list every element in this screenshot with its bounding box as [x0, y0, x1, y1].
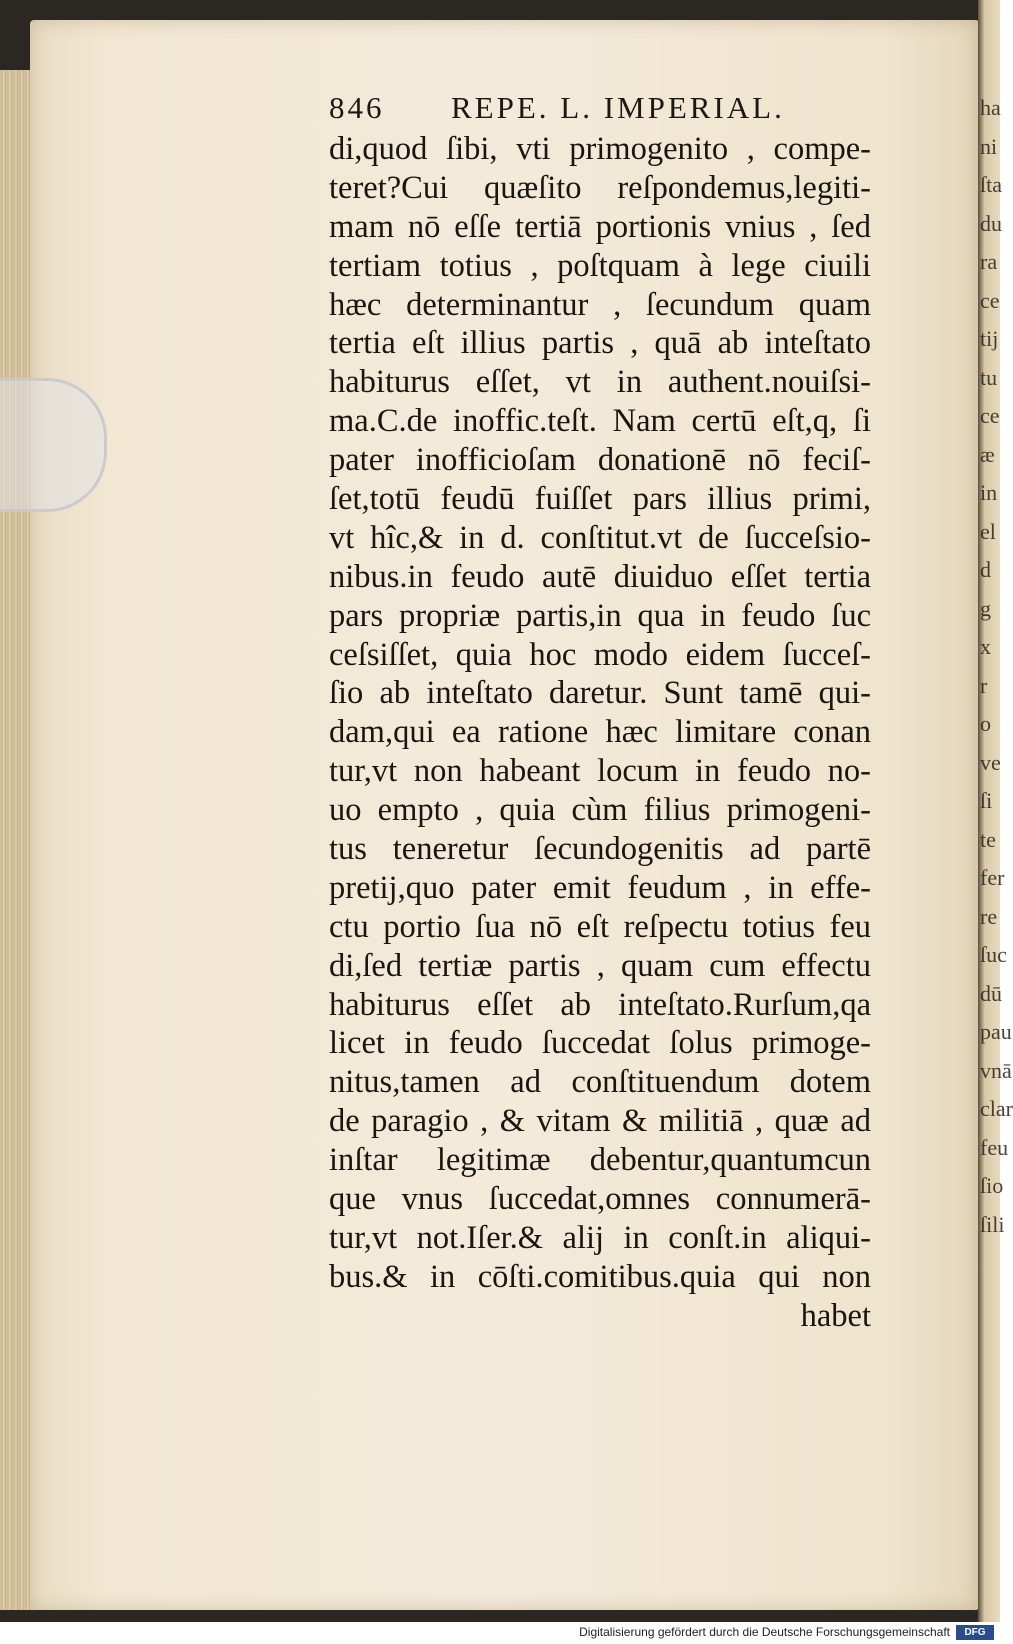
text-line: uo empto , quia cùm filius primogeni-	[329, 792, 871, 829]
text-line: nibus.in feudo autē diuiduo eſſet tertia	[329, 558, 871, 595]
text-line: tertiam totius , poſtquam à lege ciuili	[329, 247, 871, 284]
facing-page-fragment: æ	[980, 441, 995, 467]
facing-page-fragment: ni	[980, 133, 998, 159]
facing-page-fragment: vnā	[980, 1057, 1012, 1083]
facing-page-fragment: ra	[980, 249, 998, 274]
facing-page-edge	[978, 0, 1013, 1622]
facing-page-fragment: el	[980, 518, 996, 544]
text-line: tertia eſt illius partis , quā ab inteſtato	[329, 325, 871, 362]
facing-page-fragment: tu	[980, 364, 998, 390]
facing-page-fragment: du	[980, 210, 1002, 236]
facing-page-fragment: fer	[980, 865, 1005, 890]
footer-bar	[0, 1622, 1000, 1644]
facing-page-fragment: ce	[980, 403, 1000, 428]
facing-page-fragment: ve	[980, 749, 1001, 775]
facing-page-fragment: tij	[980, 326, 999, 351]
text-line: hæc determinantur , ſecundum quam	[329, 286, 871, 323]
text-line: ma.C.de inoffic.teſt. Nam certū eſt,q, ſi	[329, 403, 871, 440]
text-line: di,ſed tertiæ partis , quam cum effectu	[329, 947, 871, 984]
text-line: pars propriæ partis,in qua in feudo ſuc	[329, 597, 871, 634]
facing-page-fragment: ſio	[980, 1173, 1004, 1198]
text-line: habiturus eſſet, vt in authent.nouiſsi-	[329, 364, 871, 401]
facing-page-fragment: in	[980, 480, 998, 505]
dfg-logo: DFG	[956, 1625, 994, 1640]
text-line: teret?Cui quæſito reſpondemus,legiti-	[329, 169, 871, 206]
facing-page-fragment: ſuc	[980, 942, 1007, 967]
text-line: ſet,totū feudū fuiſſet pars illius primi,	[329, 481, 871, 518]
text-line: habiturus eſſet ab inteſtato.Rurſum,qa	[329, 986, 871, 1023]
facing-page-fragment: ſi	[980, 788, 993, 813]
facing-page-fragment: pau	[980, 1019, 1012, 1044]
text-line: inſtar legitimæ debentur,quantumcun	[329, 1142, 871, 1179]
facing-page-fragment: dū	[980, 980, 1002, 1006]
facing-page-fragment: ſili	[980, 1211, 1005, 1237]
text-line: tur,vt non habeant locum in feudo no-	[329, 753, 871, 790]
facing-page-fragment: ha	[980, 95, 1001, 120]
footer-credit: Digitalisierung gefördert durch die Deutsche Forschungsgemeinschaft	[579, 1625, 950, 1639]
text-line: pretij,quo pater emit feudum , in effe-	[329, 869, 871, 906]
running-head: REPE. L. IMPERIAL.	[451, 90, 785, 125]
facing-page-fragment: g	[980, 595, 991, 621]
page-header	[329, 90, 869, 134]
text-line: mam nō eſſe tertiā portionis vnius , ſed	[329, 208, 871, 245]
text-line: de paragio , & vitam & militiā , quæ ad	[329, 1103, 871, 1140]
text-line: ctu portio ſua nō eſt reſpectu totius feu	[329, 908, 871, 945]
text-line: tur,vt not.Iſer.& alij in conſt.in aliqui-	[329, 1219, 871, 1256]
text-line: tus teneretur ſecundogenitis ad partē	[329, 831, 871, 868]
text-line: dam,qui ea ratione hæc limitare conan	[329, 714, 871, 751]
text-line: pater inofficioſam donationē nō feciſ-	[329, 442, 871, 479]
facing-page-fragment: o	[980, 711, 991, 736]
text-line: bus.& in cōſti.comitibus.quia qui non	[329, 1258, 871, 1295]
text-line: vt hîc,& in d. conſtitut.vt de ſucceſsio-	[329, 519, 871, 556]
facing-page-fragment: d	[980, 557, 991, 582]
facing-page-fragment: te	[980, 826, 996, 852]
text-line: ſio ab inteſtato daretur. Sunt tamē qui-	[329, 675, 871, 712]
facing-page-fragment: ce	[980, 287, 1000, 313]
facing-page-fragment: feu	[980, 1134, 1009, 1160]
text-line: habet	[800, 1297, 871, 1334]
facing-page-fragment: ſta	[980, 172, 1002, 197]
facing-page-fragment: r	[980, 672, 988, 698]
facing-page-fragment: re	[980, 903, 998, 929]
text-line: que vnus ſuccedat,omnes connumerā-	[329, 1181, 871, 1218]
facing-page-fragment: x	[980, 634, 991, 659]
text-line: di,quod ſibi, vti primogenito , compe-	[329, 131, 871, 167]
text-line: ceſsiſſet, quia hoc modo eidem ſucceſ-	[329, 636, 871, 673]
page-clip	[0, 378, 107, 512]
text-line: nitus,tamen ad conſtituendum dotem	[329, 1064, 871, 1101]
text-line: licet in feudo ſuccedat ſolus primoge-	[329, 1025, 871, 1062]
page-number: 846	[329, 90, 385, 125]
body-text	[329, 130, 871, 1336]
facing-page-fragment: clar	[980, 1096, 1013, 1121]
